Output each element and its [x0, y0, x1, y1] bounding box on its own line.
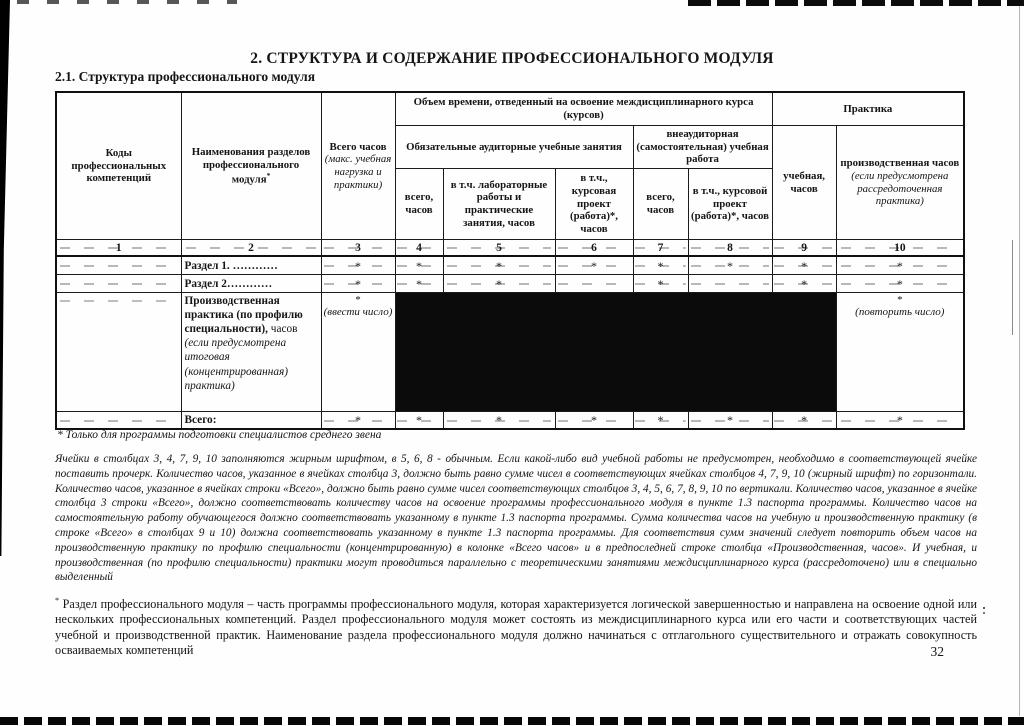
- table-cell: *: [443, 275, 555, 293]
- table-cell: [56, 293, 181, 412]
- table-cell: *: [555, 256, 633, 275]
- table-cell: *: [321, 275, 395, 293]
- col-number: 7: [633, 240, 688, 257]
- table-cell: *: [633, 256, 688, 275]
- table-cell: *: [836, 256, 964, 275]
- page-number: 32: [930, 644, 944, 659]
- footnote-text: Раздел профессионального модуля – часть программы профессионального модуля, которая характеризуется логической завершенностью и направлена на освоение одной или нескольких профессиональных компетенций. Раздел профессионального модуля может состоять из междисциплинарного курса или его части и соответствующих частей учебной и производственной практик. Наименование раздела профессионального модуля должно начинаться с отглагольного существительного и отражать совокупность осваиваемых компетенций: [55, 597, 978, 658]
- cell-note: (повторить число): [855, 306, 945, 318]
- col-number: 9: [772, 240, 836, 257]
- table-cell: *: [555, 412, 633, 430]
- table-cell: *: [443, 256, 555, 275]
- table-cell: [836, 293, 964, 412]
- col-number: 6: [555, 240, 633, 257]
- scan-artifact-top-right-dashes: [688, 0, 1024, 6]
- production-practice-note: (если предусмотрена рассредоточенная практика): [851, 169, 949, 208]
- table-cell: *: [688, 412, 772, 430]
- cell-value: *: [355, 294, 361, 306]
- table-cell: *: [836, 412, 964, 430]
- col-header-names: [181, 92, 321, 240]
- col-header-auditory: Обязательные аудиторные учебные занятия: [395, 126, 633, 169]
- table-row-production-practice: [56, 293, 964, 412]
- row-label-bold: Производственная практика (по профилю специальности),: [184, 295, 303, 336]
- page-title: 2. СТРУКТУРА И СОДЕРЖАНИЕ ПРОФЕССИОНАЛЬНОГО МОДУЛЯ: [250, 50, 774, 67]
- col-header-total-self: всего, часов: [633, 169, 688, 240]
- row-label: [181, 293, 321, 412]
- col-number: 10: [836, 240, 964, 257]
- total-hours-label: Всего часов: [329, 140, 387, 153]
- table-cell: *: [395, 256, 443, 275]
- table-cell: [321, 293, 395, 412]
- col-header-codes: Коды профессиональных компетенций: [56, 92, 181, 240]
- table-cell: [555, 275, 633, 293]
- cell-value: *: [897, 294, 903, 306]
- table-cell: [56, 412, 181, 430]
- col-header-volume: Объем времени, отведенный на освоение междисциплинарного курса (курсов): [395, 92, 772, 126]
- table-cell: *: [772, 275, 836, 293]
- scan-artifact-bottom-dashes: [0, 717, 1024, 725]
- footnote-spec-only: * Только для программы подготовки специалистов среднего звена: [57, 429, 382, 441]
- footnote-mark: *: [55, 596, 60, 605]
- scan-artifact-left-edge: [0, 0, 10, 556]
- col-header-course-project-self: в т.ч., курсовой проект (работа)*, часов: [688, 169, 772, 240]
- col-header-lab-works: в т.ч. лабораторные работы и практические занятия, часов: [443, 169, 555, 240]
- col-number: 1: [56, 240, 181, 257]
- col-header-study-practice: учебная, часов: [772, 126, 836, 240]
- row-label-italic: (если предусмотрена итоговая (концентрированная) практика): [184, 337, 289, 392]
- table-cell: [688, 275, 772, 293]
- table-row-razdel-1: [56, 256, 964, 275]
- col-number: 4: [395, 240, 443, 257]
- footnote-mark: *: [266, 170, 271, 180]
- footnote-module-section: [55, 596, 977, 659]
- col-number: 2: [181, 240, 321, 257]
- col-number: 3: [321, 240, 395, 257]
- scan-artifact-right-edge: [1019, 6, 1020, 716]
- col-header-course-project-auditory: в т.ч., курсовая проект (работа)*, часов: [555, 169, 633, 240]
- row-label-plain: часов: [270, 323, 298, 336]
- col-number: 5: [443, 240, 555, 257]
- module-structure-table: [55, 91, 965, 430]
- table-cell: [56, 256, 181, 275]
- table-cell: *: [688, 256, 772, 275]
- table-cell: [56, 275, 181, 293]
- fill-instructions-paragraph: Ячейки в столбцах 3, 4, 7, 9, 10 заполняются жирным шрифтом, в 5, 6, 8 - обычным. Если какой-либо вид учебной работы не предусмотрен, необходимо в соответствующей ячейке поставить прочерк. Количество часов, указанное в ячейках столбца 3, должно быть равно сумме чисел в соответствующих ячейках столбцов 4, 7, 9, 10 (жирный шрифт) по горизонтали. Количество часов, указанное в ячейках строки «Всего», должно быть равно сумме чисел соответствующих столбцов 3, 4, 5, 6, 7, 8, 9, 10 по вертикали. Количество часов, указанное в ячейке столбца 3 строки «Всего», должно соответствовать количеству часов на освоение программы профессионального модуля в пункте 1.3 паспорта программы. Количество часов на самостоятельную работу обучающегося должно соответствовать указанному в пункте 1.3 паспорта программы. Сумма количества часов на учебную и производственную практику (в строке «Всего» в столбцах 9 и 10) должна соответствовать указанному в пункте 1.3 паспорта программы. Для соответствия сумм значений следует повторить объем часов на производственную практику по профилю специальности (концентрированную) в колонке «Всего часов» и в предпоследней строке столбца «Производственная, часов». И учебная, и производственная (по профилю специальности) практики могут проводиться параллельно с теоретическими занятиями междисциплинарного курса (рассредоточено) или в специально выделенный: [55, 453, 977, 584]
- scan-artifact-top-left-dashes: [17, 0, 237, 4]
- row-label: Всего:: [181, 412, 321, 430]
- col-header-total-auditory: всего, часов: [395, 169, 443, 240]
- col-header-self-work: внеаудиторная (самостоятельная) учебная работа: [633, 126, 772, 169]
- table-cell: *: [633, 412, 688, 430]
- scan-artifact-dots: [983, 607, 985, 609]
- production-practice-label: производственная часов: [840, 157, 960, 170]
- table-row-total: [56, 412, 964, 430]
- scan-artifact-right-line: [1012, 240, 1013, 335]
- row-label: Раздел 2…………: [181, 275, 321, 293]
- table-cell: *: [395, 412, 443, 430]
- table-cell: *: [772, 256, 836, 275]
- col-header-names-text: Наименования разделов профессионального модуля: [191, 146, 311, 186]
- row-label: Раздел 1. …………: [181, 256, 321, 275]
- col-header-total-hours: [321, 92, 395, 240]
- redacted-block: [395, 293, 836, 412]
- total-hours-note: (макс. учебная нагрузка и практики): [324, 153, 392, 191]
- table-cell: *: [395, 275, 443, 293]
- table-cell: *: [772, 412, 836, 430]
- table-cell: *: [321, 412, 395, 430]
- col-header-production-practice: [836, 126, 964, 240]
- table-cell: *: [836, 275, 964, 293]
- table-row-razdel-2: [56, 275, 964, 293]
- col-header-practice: Практика: [772, 92, 964, 126]
- section-subtitle: 2.1. Структура профессионального модуля: [55, 69, 316, 84]
- table-cell: *: [443, 412, 555, 430]
- table-cell: *: [633, 275, 688, 293]
- col-number: 8: [688, 240, 772, 257]
- table-cell: *: [321, 256, 395, 275]
- cell-note: (ввести число): [323, 306, 393, 318]
